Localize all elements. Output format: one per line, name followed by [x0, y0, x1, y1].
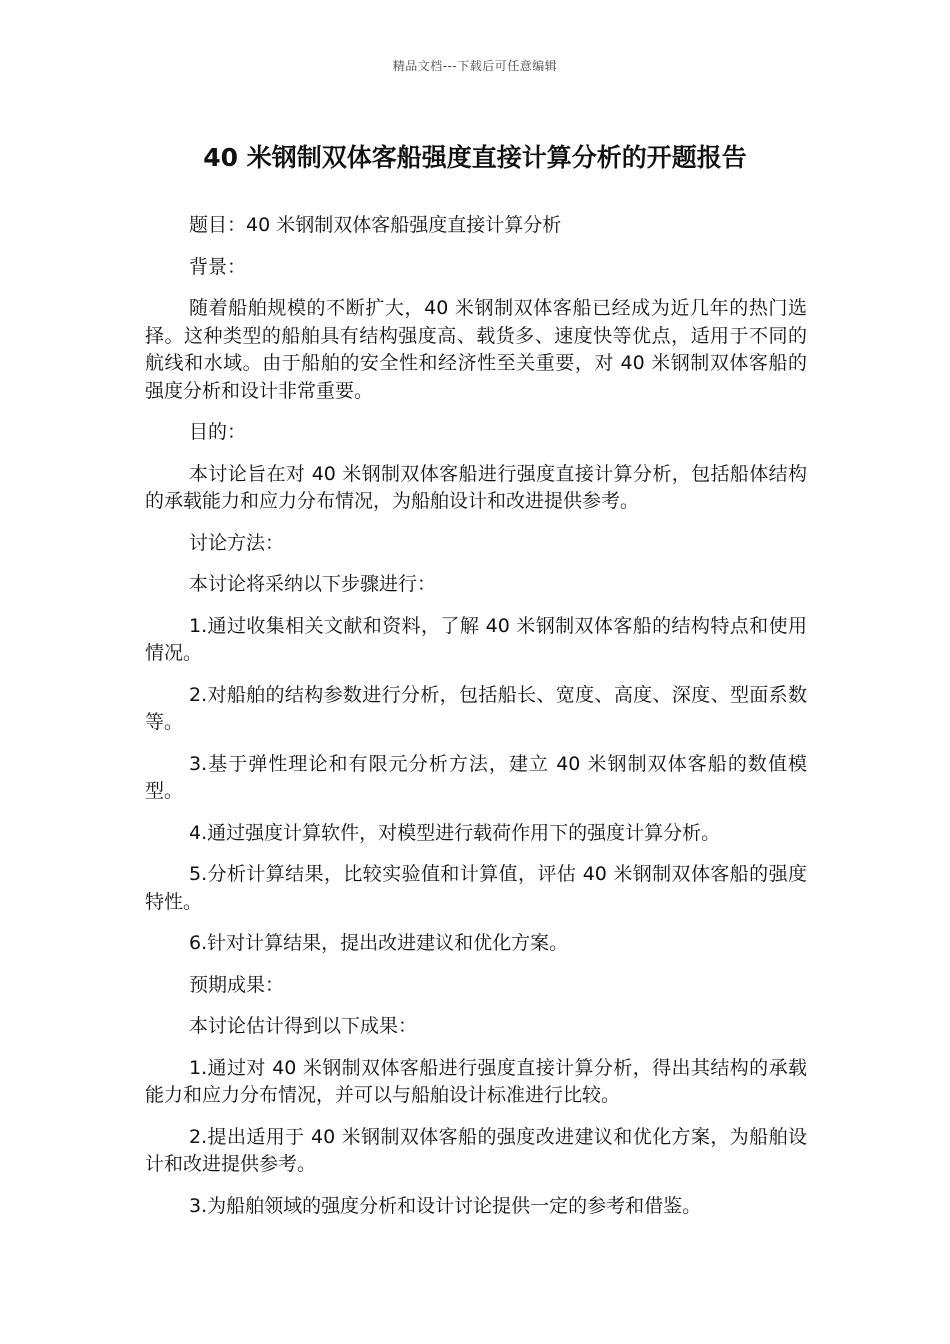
outcomes-intro: 本讨论估计得到以下成果：	[189, 1015, 418, 1037]
method-step-2: 2.对船舶的结构参数进行分析，包括船长、宽度、高度、深度、型面系数等。	[145, 683, 807, 733]
background-paragraph: 随着船舶规模的不断扩大，40 米钢制双体客船已经成为近几年的热门选择。这种类型的船舶具有结构强度高、载货多、速度快等优点，适用于不同的航线和水域。由于船舶的安全性和经济性至关重要，对 40 米钢制双体客船的强度分析和设计非常重要。	[145, 297, 807, 402]
outcome-3: 3.为船舶领域的强度分析和设计讨论提供一定的参考和借鉴。	[189, 1194, 702, 1217]
purpose-paragraph: 本讨论旨在对 40 米钢制双体客船进行强度直接计算分析，包括船体结构的承载能力和应力分布情况，为船舶设计和改进提供参考。	[145, 462, 807, 512]
outcome-1: 1.通过对 40 米钢制双体客船进行强度直接计算分析，得出其结构的承载能力和应力分布情况，并可以与船舶设计标准进行比较。	[145, 1056, 807, 1106]
topic-line: 题目：40 米钢制双体客船强度直接计算分析	[189, 214, 562, 236]
method-step-1: 1.通过收集相关文献和资料，了解 40 米钢制双体客船的结构特点和使用情况。	[145, 614, 807, 664]
header-note: 精品文档---下载后可任意编辑	[392, 59, 558, 73]
method-step-6: 6.针对计算结果，提出改进建议和优化方案。	[189, 932, 569, 954]
method-intro: 本讨论将采纳以下步骤进行：	[189, 573, 437, 595]
method-heading: 讨论方法：	[189, 531, 285, 554]
outcome-2: 2.提出适用于 40 米钢制双体客船的强度改进建议和优化方案，为船舶设计和改进提供参考。	[145, 1125, 807, 1175]
document-title: 40 米钢制双体客船强度直接计算分析的开题报告	[203, 143, 747, 172]
document-body	[145, 212, 807, 1234]
method-step-4: 4.通过强度计算软件，对模型进行载荷作用下的强度计算分析。	[189, 821, 721, 844]
background-heading: 背景：	[189, 255, 247, 278]
method-step-3: 3.基于弹性理论和有限元分析方法，建立 40 米钢制双体客船的数值模型。	[145, 752, 807, 802]
method-step-5: 5.分析计算结果，比较实验值和计算值，评估 40 米钢制双体客船的强度特性。	[145, 863, 807, 913]
outcomes-heading: 预期成果：	[189, 973, 285, 996]
purpose-heading: 目的：	[189, 421, 247, 443]
